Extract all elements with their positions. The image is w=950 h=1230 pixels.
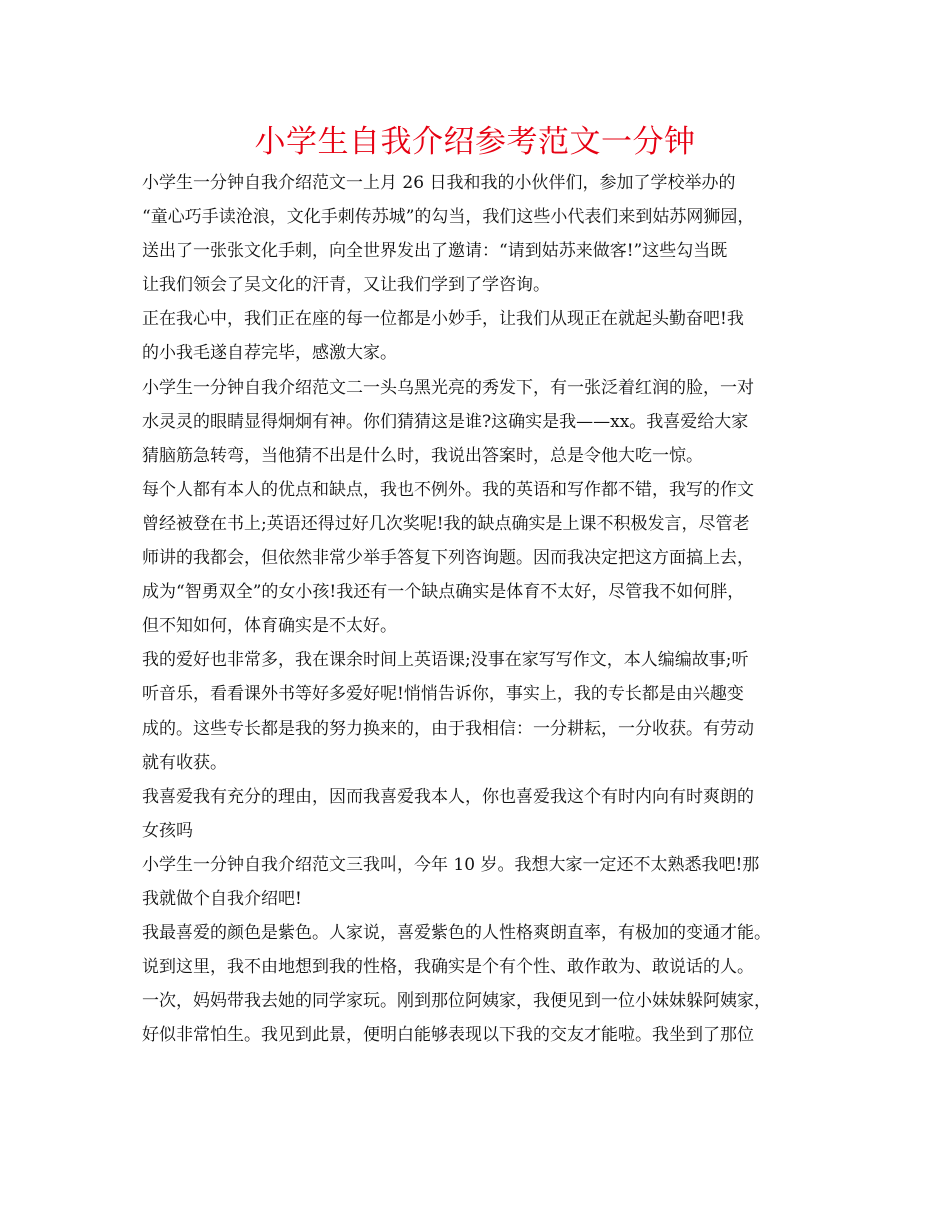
text-line: 好似非常怕生。我见到此景，便明白能够表现以下我的交友才能啦。我坐到了那位: [142, 1025, 754, 1046]
text-line: “童心巧手读沧浪，文化手刺传苏城”的勾当，我们这些小代表们来到姑苏网狮园，: [142, 207, 755, 228]
text-line: 听音乐，看看课外书等好多爱好呢!悄悄告诉你，事实上，我的专长都是由兴趣变: [142, 684, 744, 705]
text-line: 水灵灵的眼睛显得炯炯有神。你们猜猜这是谁?这确实是我——xx。我喜爱给大家: [142, 411, 749, 432]
text-line: 说到这里，我不由地想到我的性格，我确实是个有个性、敢作敢为、敢说话的人。: [142, 957, 754, 978]
text-line: 每个人都有本人的优点和缺点，我也不例外。我的英语和写作都不错，我写的作文: [142, 479, 754, 500]
text-line: 小学生一分钟自我介绍范文三我叫，今年 10 岁。我想大家一定还不太熟悉我吧!那: [142, 854, 760, 875]
text-line: 我最喜爱的颜色是紫色。人家说，喜爱紫色的人性格爽朗直率，有极加的变通才能。: [142, 923, 771, 944]
text-line: 的小我毛遂自荐完毕，感激大家。: [142, 343, 397, 364]
text-line: 就有收获。: [142, 752, 227, 773]
text-line: 我的爱好也非常多，我在课余时间上英语课;没事在家写写作文，本人编编故事;听: [142, 650, 749, 671]
text-line: 小学生一分钟自我介绍范文一上月 26 日我和我的小伙伴们，参加了学校举办的: [142, 173, 736, 193]
text-line: 成为“智勇双全”的女小孩!我还有一个缺点确实是体育不太好，尽管我不如何胖，: [142, 582, 745, 603]
text-line: 师讲的我都会，但依然非常少举手答复下列咨询题。因而我决定把这方面搞上去，: [142, 548, 754, 569]
text-line: 一次，妈妈带我去她的同学家玩。刚到那位阿姨家，我便见到一位小妹妹躲阿姨家，: [142, 991, 771, 1012]
document-title: 小学生自我介绍参考范文一分钟: [254, 124, 696, 160]
text-line: 我喜爱我有充分的理由，因而我喜爱我本人，你也喜爱我这个有时内向有时爽朗的: [142, 786, 754, 807]
text-line: 成的。这些专长都是我的努力换来的，由于我相信：一分耕耘，一分收获。有劳动: [142, 718, 754, 739]
text-line: 曾经被登在书上;英语还得过好几次奖呢!我的缺点确实是上课不积极发言，尽管老: [142, 513, 750, 534]
document-body: [142, 166, 832, 1052]
text-line: 我就做个自我介绍吧!: [142, 888, 302, 909]
text-line: 小学生一分钟自我介绍范文二一头乌黑光亮的秀发下，有一张泛着红润的脸，一对: [142, 377, 754, 398]
text-line: 但不知如何，体育确实是不太好。: [142, 616, 397, 637]
text-line: 送出了一张张文化手刺，向全世界发出了邀请：“请到姑苏来做客!”这些勾当既: [142, 241, 728, 262]
text-line: 女孩吗: [142, 820, 193, 841]
text-line: 让我们领会了吴文化的汗青，又让我们学到了学咨询。: [142, 275, 550, 296]
text-line: 正在我心中，我们正在座的每一位都是小妙手，让我们从现正在就起头勤奋吧!我: [142, 309, 744, 330]
text-line: 猜脑筋急转弯，当他猜不出是什么时，我说出答案时，总是令他大吃一惊。: [142, 445, 703, 466]
